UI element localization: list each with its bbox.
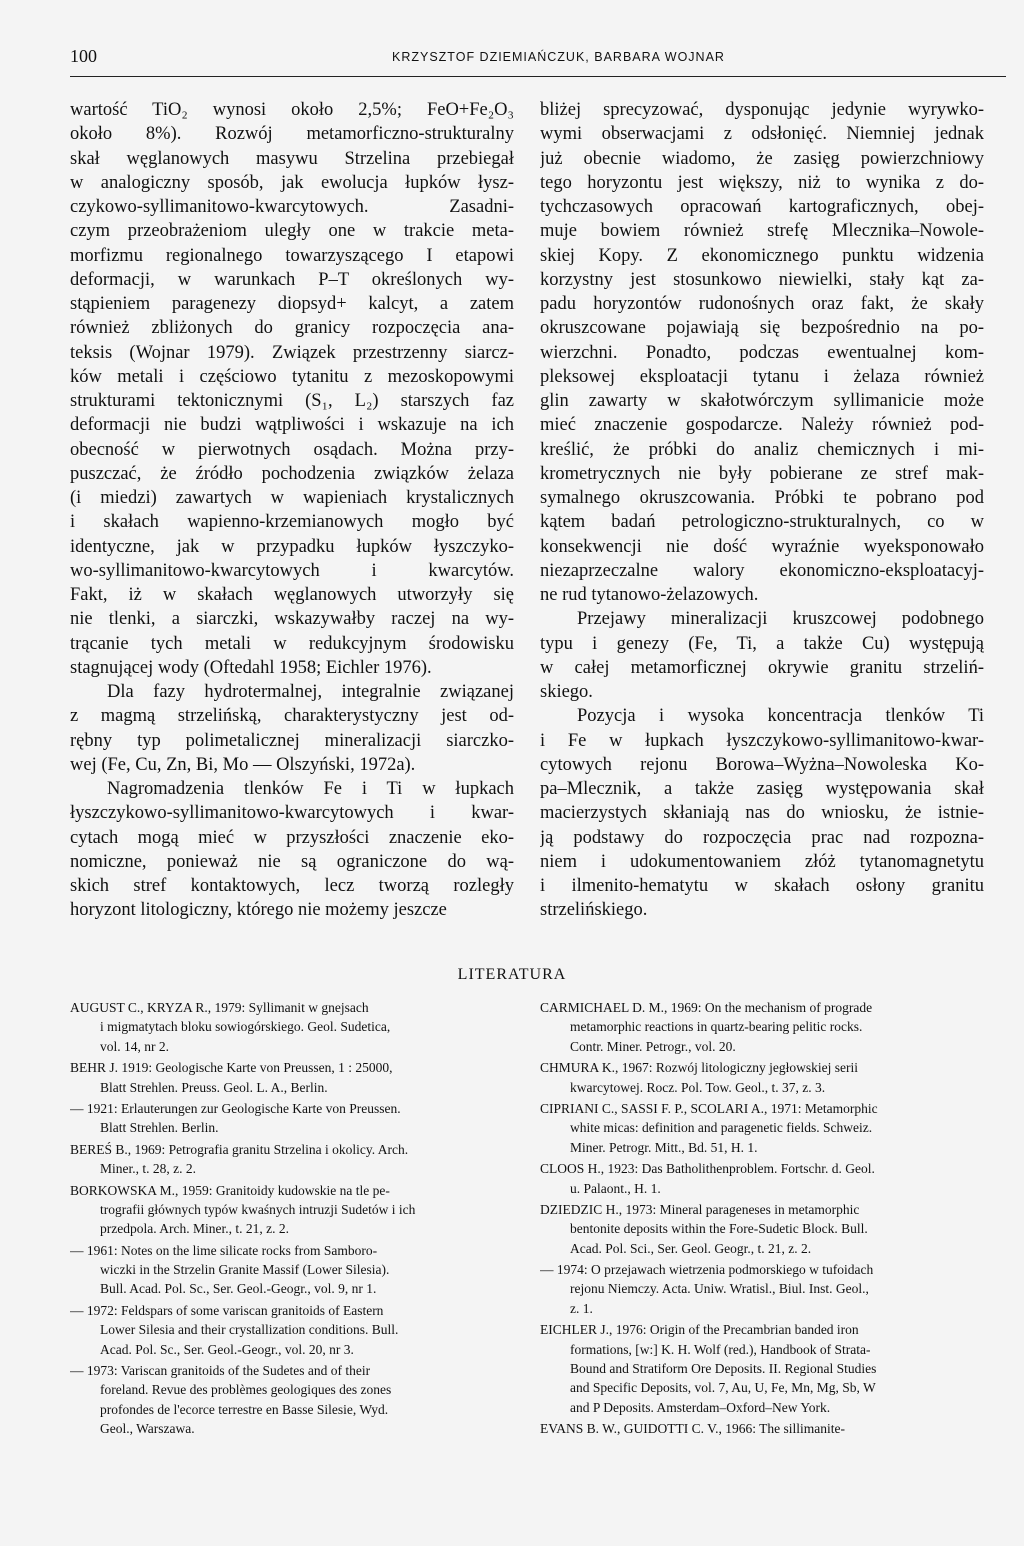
text-line: i skałach wapienno-krzemianowych mogło być xyxy=(70,512,514,533)
text-line: strzelińskiego. xyxy=(540,900,648,921)
text-line: skał węglanowych masywu Strzelina przebiegał xyxy=(70,148,514,169)
text-line: obecność w pierwotnych osądach. Można przy- xyxy=(70,439,514,460)
reference-line: and P Deposits. Amsterdam–Oxford–New York. xyxy=(570,1399,831,1415)
text-line: stagnującej wody (Oftedahl 1958; Eichler 1976). xyxy=(70,657,432,678)
reference-line: and Specific Deposits, vol. 7, Au, U, Fe, Mn, Mg, Sb, W xyxy=(570,1380,876,1396)
reference-line: — 1961: Notes on the lime silicate rocks from Samboro- xyxy=(70,1242,378,1258)
text-line: czym przeobrażeniom uległy one w trakcie meta- xyxy=(70,221,514,242)
right-text-column xyxy=(540,98,984,923)
reference-line: Acad. Pol. Sc., Ser. Geol.-Geogr., vol. 20, nr 3. xyxy=(100,1341,354,1357)
reference-entry xyxy=(70,1058,520,1097)
reference-line: Acad. Pol. Sci., Ser. Geol. Geogr., t. 21, z. 2. xyxy=(570,1240,812,1256)
text-line: konsekwencji nie dość wyraźnie wyeksponowało xyxy=(540,536,984,557)
reference-line: profondes de l'ecorce terrestre en Basse Silesie, Wyd. xyxy=(100,1401,389,1417)
text-line: wo-syllimanitowo-kwarcytowych i kwarcytów. xyxy=(70,560,514,581)
reference-line: — 1921: Erlauterungen zur Geologische Karte von Preussen. xyxy=(70,1100,401,1116)
text-line: wymi obserwacjami z odsłonięć. Niemniej jednak xyxy=(540,124,984,145)
reference-line: white micas: definition and paragenetic fields. Schweiz. xyxy=(570,1120,873,1136)
reference-line: foreland. Revue des problèmes geologiques des zones xyxy=(100,1382,392,1398)
literature-heading: LITERATURA xyxy=(457,966,567,983)
text-line: Pozycja i wysoka koncentracja tlenków Ti xyxy=(540,706,984,727)
text-line: morfizmu regionalnego towarzyszącego I etapowi xyxy=(70,245,514,266)
text-line: puszczać, że źródło pochodzenia związków żelaza xyxy=(70,463,514,484)
text-line: już obecnie wiadomo, że zasięg powierzchniowy xyxy=(540,148,984,169)
reference-line: EICHLER J., 1976: Origin of the Precambrian banded iron xyxy=(540,1322,859,1338)
reference-entry xyxy=(540,1159,990,1198)
reference-entry xyxy=(70,1241,520,1299)
reference-line: BORKOWSKA M., 1959: Granitoidy kudowskie na tle pe- xyxy=(70,1182,390,1198)
text-line: również zbliżonych do granicy rozpoczęcia ana- xyxy=(70,318,514,339)
text-line: symalnego okruszcowania. Próbki te pobrano pod xyxy=(540,488,984,508)
reference-entry xyxy=(540,1320,990,1417)
reference-line: BEREŚ B., 1969: Petrografia granitu Strzelina i okolicy. Arch. xyxy=(70,1141,409,1157)
text-line: horyzont litologiczny, którego nie możemy jeszcze xyxy=(70,900,447,921)
text-line: teksis (Wojnar 1979). Związek przestrzenny siarcz- xyxy=(70,342,514,363)
references-right-column xyxy=(540,998,990,1441)
text-line: tychczasowych opracowań kartograficznych, obej- xyxy=(540,197,984,217)
text-line: cytowych rejonu Borowa–Wyżna–Nowoleska Ko- xyxy=(540,754,984,775)
text-line: mieć znaczenie gospodarcze. Należy również pod- xyxy=(540,415,984,436)
text-line: Dla fazy hydrotermalnej, integralnie związanej xyxy=(70,682,514,702)
reference-entry xyxy=(540,998,990,1056)
text-line: skich stref kontaktowych, lecz tworzą rozległy xyxy=(70,876,514,896)
text-line: i ilmenito-hematytu w skałach osłony granitu xyxy=(540,876,984,896)
references-left-column xyxy=(70,998,520,1441)
reference-entry xyxy=(540,1260,990,1318)
reference-line: metamorphic reactions in quartz-bearing pelitic rocks. xyxy=(570,1019,863,1035)
text-line: w całej metamorficznej okrywie granitu strzeliń- xyxy=(540,657,984,678)
header-rule xyxy=(70,76,1006,77)
text-line: czykowo-syllimanitowo-kwarcytowych. Zasadni- xyxy=(70,197,514,217)
running-head: KRZYSZTOF DZIEMIAŃCZUK, BARBARA WOJNAR xyxy=(392,50,725,64)
text-line: w analogiczny sposób, jak ewolucja łupków łysz- xyxy=(70,172,514,193)
text-line: typu i genezy (Fe, Ti, a także Cu) występują xyxy=(540,633,984,654)
text-line: identyczne, jak w przypadku łupków łyszczyko- xyxy=(70,536,514,557)
text-line: padu horyzontów rudonośnych oraz fakt, że skały xyxy=(540,294,984,314)
reference-entry xyxy=(540,1419,990,1438)
text-line: cytach mogą mieć w przyszłości znaczenie eko- xyxy=(70,827,514,848)
text-line: nie tlenki, a siarczki, wskazywałby raczej na wy- xyxy=(70,609,514,630)
reference-line: — 1972: Feldspars of some variscan granitoids of Eastern xyxy=(70,1302,384,1318)
reference-line: z. 1. xyxy=(570,1300,593,1316)
text-line: skiej Kopy. Z ekonomicznego punktu widzenia xyxy=(540,245,984,266)
text-line: krometrycznych nie były pobierane ze stref mak- xyxy=(540,463,984,484)
reference-line: przedpola. Arch. Miner., t. 21, z. 2. xyxy=(100,1221,289,1237)
text-line: Przejawy mineralizacji kruszcowej podobnego xyxy=(540,609,984,630)
reference-line: i migmatytach bloku sowiogórskiego. Geol. Sudetica, xyxy=(100,1019,391,1035)
text-line: niem i udokumentowaniem złóż tytanomagnetytu xyxy=(540,851,984,872)
reference-line: trografii głównych typów kwaśnych intruzji Sudetów i ich xyxy=(100,1201,416,1217)
reference-entry xyxy=(70,1301,520,1359)
text-line: łyszczykowo-syllimanitowo-kwarcytowych i kwar- xyxy=(70,803,514,824)
reference-line: vol. 14, nr 2. xyxy=(100,1038,169,1054)
reference-line: Miner. Petrogr. Mitt., Bd. 51, H. 1. xyxy=(570,1139,758,1155)
text-line: Fakt, iż w skałach węglanowych utworzyły się xyxy=(70,585,514,605)
reference-line: AUGUST C., KRYZA R., 1979: Syllimanit w gnejsach xyxy=(70,1000,369,1015)
text-line: ją podstawy do rozpoczęcia prac nad rozpozna- xyxy=(540,827,984,848)
text-line: strukturami tektonicznymi (S₁, L₂) starszych faz xyxy=(70,391,514,411)
text-line: ków metali i częściowo tytanitu z mezoskopowymi xyxy=(70,366,514,387)
reference-line: EVANS B. W., GUIDOTTI C. V., 1966: The sillimanite- xyxy=(540,1421,846,1437)
left-text-column xyxy=(70,98,514,923)
reference-line: CIPRIANI C., SASSI F. P., SCOLARI A., 1971: Metamorphic xyxy=(540,1100,878,1116)
text-line: korzystny jest stosunkowo niewielki, stały kąt za- xyxy=(540,269,984,290)
text-line: tego horyzontu jest większy, niż to wynika z do- xyxy=(540,172,984,193)
reference-line: Blatt Strehlen. Berlin. xyxy=(100,1120,219,1136)
reference-line: BEHR J. 1919: Geologische Karte von Preussen, 1 : 25000, xyxy=(70,1060,393,1076)
text-line: (i miedzi) zawartych w wapieniach krystalicznych xyxy=(70,488,514,508)
text-line: pleksowej eksploatacji tytanu i żelaza również xyxy=(540,366,984,387)
reference-line: kwarcytowej. Rocz. Pol. Tow. Geol., t. 37, z. 3. xyxy=(570,1079,826,1095)
reference-line: — 1974: O przejawach wietrzenia podmorskiego w tufoidach xyxy=(540,1262,874,1278)
text-line: stąpieniem paragenezy diopsyd+ kalcyt, a zatem xyxy=(70,294,514,314)
page-header xyxy=(70,44,1006,74)
text-line: i Fe w łupkach łyszczykowo-syllimanitowo-kwar- xyxy=(540,730,984,751)
reference-line: Lower Silesia and their crystallization conditions. Bull. xyxy=(100,1322,399,1338)
text-line: skiego. xyxy=(540,682,593,702)
reference-entry xyxy=(70,1361,520,1439)
text-line: deformacji nie budzi wątpliwości i wskazuje na ich xyxy=(70,415,514,436)
reference-line: wiczki in the Strzelin Granite Massif (Lower Silesia). xyxy=(100,1262,390,1278)
reference-line: Miner., t. 28, z. 2. xyxy=(100,1161,196,1177)
text-line: rębny typ polimetalicznej mineralizacji siarczko- xyxy=(70,730,514,751)
reference-line: CHMURA K., 1967: Rozwój litologiczny jegłowskiej serii xyxy=(540,1060,858,1076)
text-line: macierzystych skłaniają nas do wniosku, że istnie- xyxy=(540,803,984,824)
reference-line: Blatt Strehlen. Preuss. Geol. L. A., Berlin. xyxy=(100,1079,328,1095)
text-line: wartość TiO₂ wynosi około 2,5%; FeO+Fe₂O₃ xyxy=(70,100,514,120)
reference-line: Geol., Warszawa. xyxy=(100,1421,195,1437)
reference-line: CLOOS H., 1923: Das Batholithenproblem. Fortschr. d. Geol. xyxy=(540,1161,875,1177)
reference-line: formations, [w:] K. H. Wolf (red.), Handbook of Strata- xyxy=(570,1341,871,1357)
reference-line: rejonu Niemczy. Acta. Uniw. Wratisl., Biul. Inst. Geol., xyxy=(570,1281,869,1297)
reference-entry xyxy=(70,1181,520,1239)
text-line: wej (Fe, Cu, Zn, Bi, Mo — Olszyński, 1972a). xyxy=(70,754,416,775)
reference-entry xyxy=(540,1099,990,1157)
text-line: ne rud tytanowo-żelazowych. xyxy=(540,585,759,605)
text-line: niezaprzeczalne walory ekonomiczno-eksploatacyj- xyxy=(540,560,984,581)
reference-line: CARMICHAEL D. M., 1969: On the mechanism of prograde xyxy=(540,1000,873,1015)
text-line: deformacji, w warunkach P–T określonych wy- xyxy=(70,269,514,290)
page-number: 100 xyxy=(70,46,97,66)
text-line: kreślić, że próbki do analiz chemicznych i mi- xyxy=(540,439,984,460)
text-line: nomiczne, ponieważ nie są ograniczone do wą- xyxy=(70,851,514,872)
reference-entry xyxy=(540,1058,990,1097)
text-line: okruszcowane pojawiają się bezpośrednio na po- xyxy=(540,318,984,339)
text-line: trącanie tych metali w redukcyjnym środowisku xyxy=(70,633,514,654)
reference-line: bentonite deposits within the Fore-Sudetic Block. Bull. xyxy=(570,1221,868,1237)
reference-line: — 1973: Variscan granitoids of the Sudetes and of their xyxy=(70,1363,371,1379)
reference-line: DZIEDZIC H., 1973: Mineral parageneses in metamorphic xyxy=(540,1201,860,1217)
text-line: bliżej sprecyzować, dysponując jedynie wyrywko- xyxy=(540,100,984,120)
reference-entry xyxy=(70,998,520,1056)
text-line: kątem badań petrologiczno-strukturalnych, co w xyxy=(540,512,984,533)
reference-line: Contr. Miner. Petrogr., vol. 20. xyxy=(570,1038,736,1054)
text-line: około 8%). Rozwój metamorficzno-strukturalny xyxy=(70,124,514,145)
reference-line: u. Palaont., H. 1. xyxy=(570,1180,661,1196)
text-line: pa–Mlecznik, a także zasięg występowania skał xyxy=(540,779,984,799)
text-line: glin zawarty w skałotwórczym syllimanicie może xyxy=(540,391,984,411)
text-line: muje bowiem również strefę Mlecznika–Nowole- xyxy=(540,221,984,242)
text-line: z magmą strzelińską, charakterystyczny jest od- xyxy=(70,706,514,727)
reference-entry xyxy=(70,1140,520,1179)
reference-entry xyxy=(70,1099,520,1138)
reference-line: Bull. Acad. Pol. Sc., Ser. Geol.-Geogr., vol. 9, nr 1. xyxy=(100,1281,377,1297)
text-line: Nagromadzenia tlenków Fe i Ti w łupkach xyxy=(70,779,514,799)
text-line: wierzchni. Ponadto, podczas ewentualnej kom- xyxy=(540,342,984,363)
reference-line: Bound and Stratiform Ore Deposits. II. Regional Studies xyxy=(570,1361,877,1377)
reference-entry xyxy=(540,1200,990,1258)
